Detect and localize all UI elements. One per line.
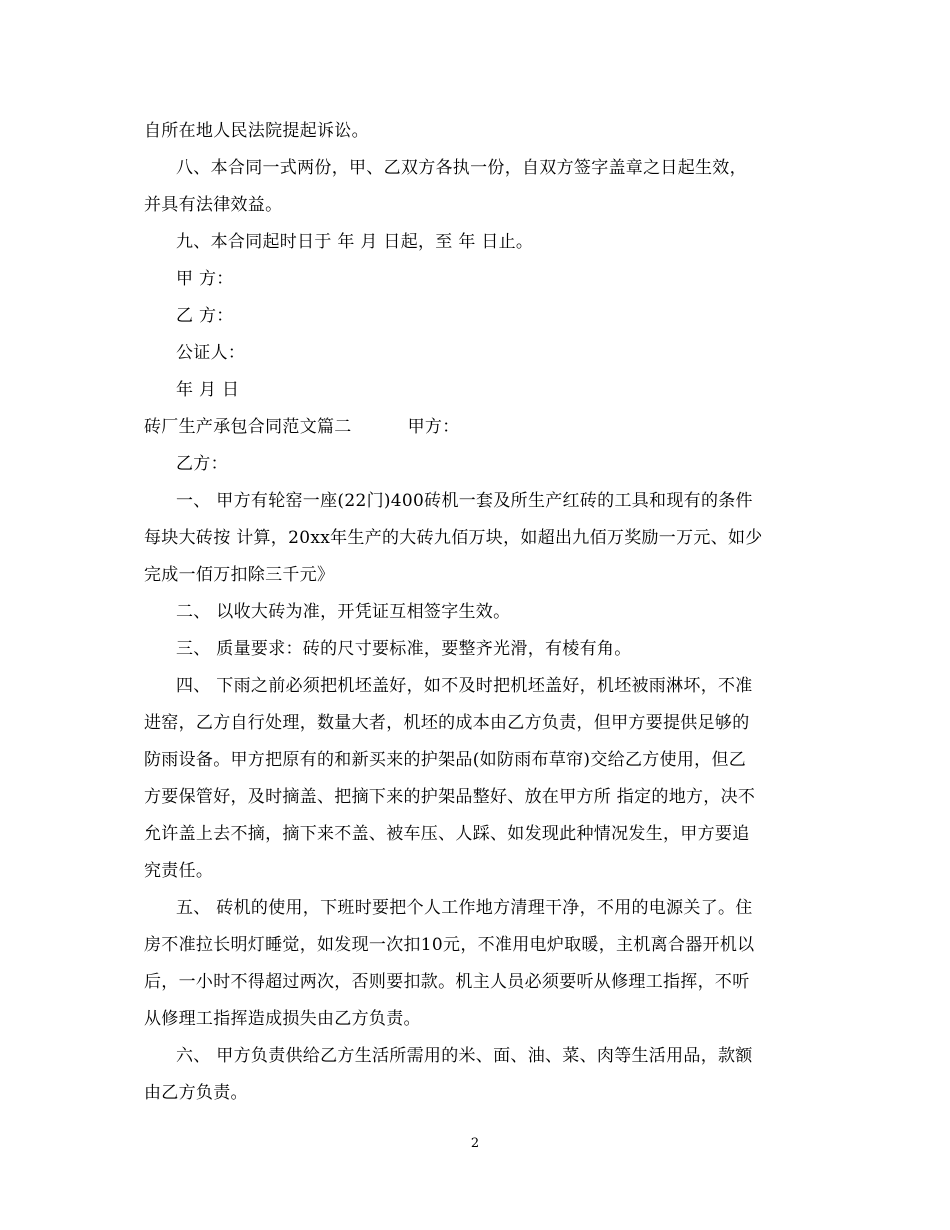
clause-five-line-4: 从修理工指挥造成损失由乙方负责。: [144, 1009, 421, 1029]
clause-five-line-2: 房不准拉长明灯睡觉，如发现一次扣10元，不准用电炉取暖，主机离合器开机以: [144, 935, 755, 955]
clause-four-line-3: 防雨设备。甲方把原有的和新买来的护架品(如防雨布草帘)交给乙方使用，但乙: [144, 750, 747, 770]
section-heading-row: [144, 409, 809, 446]
clause-six-line-2: 由乙方负责。: [144, 1083, 248, 1103]
clause-eight-line-1: 八、本合同一式两份，甲、乙双方各执一份，自双方签字盖章之日起生效，: [176, 158, 747, 178]
clause-four-line-4: 方要保管好，及时摘盖、把摘下来的护架品整好、放在甲方所 指定的地方，决不: [144, 787, 756, 807]
clause-four-line-1: 四、 下雨之前必须把机坯盖好，如不及时把机坯盖好，机坯被雨淋坏，不准: [176, 676, 753, 696]
clause-four-line-6: 究责任。: [144, 861, 214, 881]
signature-date: 年 月 日: [176, 380, 240, 400]
clause-five-line-1: 五、 砖机的使用，下班时要把个人工作地方清理干净，不用的电源关了。住: [176, 898, 753, 918]
section-title: 砖厂生产承包合同范文篇二: [144, 417, 352, 437]
clause-one-line-3: 完成一佰万扣除三千元》: [144, 565, 335, 585]
clause-six-line-1: 六、 甲方负责供给乙方生活所需用的米、面、油、菜、肉等生活用品，款额: [176, 1046, 753, 1066]
party-b-signature: 乙 方：: [176, 306, 234, 326]
party-a-label: 甲方：: [407, 417, 460, 437]
clause-one-line-2: 每块大砖按 计算，20xx年生产的大砖九佰万块，如超出九佰万奖励一万元、如少: [144, 528, 763, 548]
document-body: [144, 113, 809, 1112]
clause-nine: 九、本合同起时日于 年 月 日起，至 年 日止。: [176, 232, 534, 252]
page-number: 2: [470, 1136, 480, 1151]
clause-four-line-2: 进窑，乙方自行处理，数量大者，机坯的成本由乙方负责，但甲方要提供足够的: [144, 713, 750, 733]
clause-four-line-5: 允许盖上去不摘，摘下来不盖、被车压、人踩、如发现此种情况发生，甲方要追: [144, 824, 750, 844]
clause-one-line-1: 一、 甲方有轮窑一座(22门)400砖机一套及所生产红砖的工具和现有的条件: [176, 491, 753, 511]
clause-five-line-3: 后，一小时不得超过两次，否则要扣款。机主人员必须要听从修理工指挥，不听: [144, 972, 750, 992]
clause-eight-line-2: 并具有法律效益。: [144, 195, 283, 215]
party-a-signature: 甲 方：: [176, 269, 234, 289]
clause-three: 三、 质量要求：砖的尺寸要标准，要整齐光滑，有棱有角。: [176, 639, 632, 659]
party-b-label: 乙方：: [176, 454, 228, 474]
notary-signature: 公证人：: [176, 343, 246, 363]
clause-two: 二、 以收大砖为准，开凭证互相签字生效。: [176, 602, 511, 622]
text-line: 自所在地人民法院提起诉讼。: [144, 121, 369, 141]
